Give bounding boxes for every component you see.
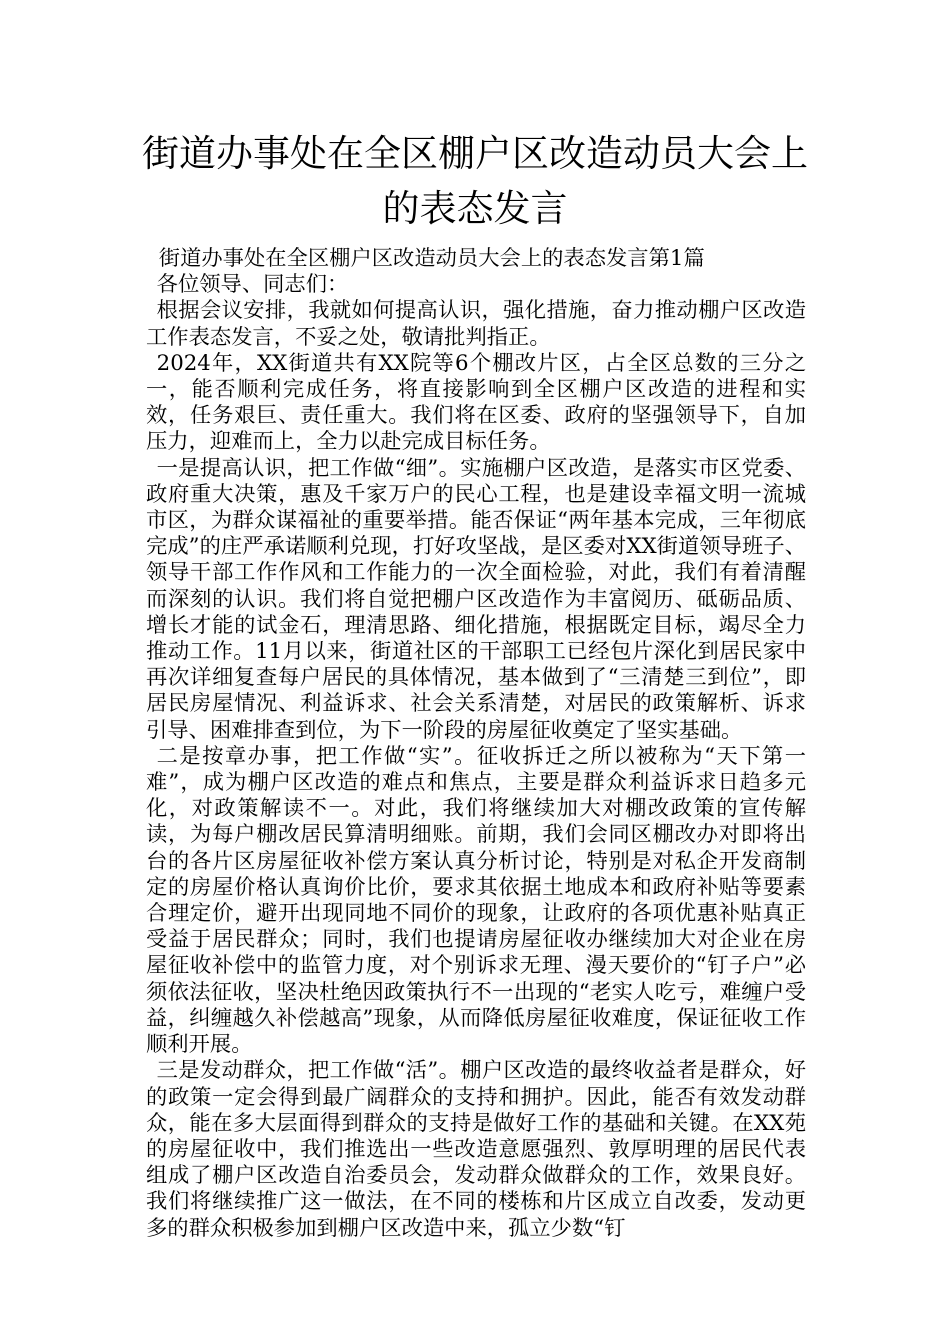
document-body [146,246,806,1242]
document-title-line-2: 的表态发言 [382,187,568,230]
paragraph-overview: 2024年，XX街道共有XX院等6个棚改片区，占全区总数的三分之一，能否顺利完成任务，将直接影响到全区棚户区改造的进程和实效，任务艰巨、责任重大。我们将在区委、政府的坚强领导下，自加压力，迎难而上，全力以赴完成目标任务。 [146,350,806,455]
document-title-line-1: 街道办事处在全区棚户区改造动员大会上 [142,132,808,175]
salutation: 各位领导、同志们： [156,272,349,298]
document-title [120,126,830,236]
paragraph-intro: 根据会议安排，我就如何提高认识，强化措施，奋力推动棚户区改造工作表态发言，不妥之处，敬请批判指正。 [146,298,806,350]
document-subtitle: 街道办事处在全区棚户区改造动员大会上的表态发言第1篇 [158,246,705,271]
paragraph-point-one: 一是提高认识，把工作做“细”。实施棚户区改造，是落实市区党委、政府重大决策，惠及千家万户的民心工程，也是建设幸福文明一流城市区，为群众谋福祉的重要举措。能否保证“两年基本完成，三年彻底完成”的庄严承诺顺利兑现，打好攻坚战，是区委对XX街道领导班子、领导干部工作作风和工作能力的一次全面检验，对此，我们有着清醒而深刻的认识。我们将自觉把棚户区改造作为丰富阅历、砥砺品质、增长才能的试金石，理清思路、细化措施，根据既定目标，竭尽全力推动工作。11月以来，街道社区的干部职工已经包片深化到居民家中再次详细复查每户居民的具体情况，基本做到了“三清楚三到位”，即居民房屋情况、利益诉求、社会关系清楚，对居民的政策解析、诉求引导、困难排查到位，为下一阶段的房屋征收奠定了坚实基础。 [146,455,806,743]
paragraph-point-three: 三是发动群众，把工作做“活”。棚户区改造的最终收益者是群众，好的政策一定会得到最广阔群众的支持和拥护。因此，能否有效发动群众，能在多大层面得到群众的支持是做好工作的基础和关键。在XX苑的房屋征收中，我们推选出一些改造意愿强烈、敦厚明理的居民代表组成了棚户区改造自治委员会，发动群众做群众的工作，效果良好。我们将继续推广这一做法，在不同的楼栋和片区成立自改委，发动更多的群众积极参加到棚户区改造中来，孤立少数“钉 [146,1058,806,1241]
paragraph-point-two: 二是按章办事，把工作做“实”。征收拆迁之所以被称为“天下第一难”，成为棚户区改造的难点和焦点，主要是群众利益诉求日趋多元化，对政策解读不一。对此，我们将继续加大对棚改政策的宣传解读，为每户棚改居民算清明细账。前期，我们会同区棚改办对即将出台的各片区房屋征收补偿方案认真分析讨论，特别是对私企开发商制定的房屋价格认真询价比价，要求其依据土地成本和政府补贴等要素合理定价，避开出现同地不同价的现象，让政府的各项优惠补贴真正受益于居民群众；同时，我们也提请房屋征收办继续加大对企业在房屋征收补偿中的监管力度，对个别诉求无理、漫天要价的“钉子户”必须依法征收，坚决杜绝因政策执行不一出现的“老实人吃亏，难缠户受益，纠缠越久补偿越高”现象，从而降低房屋征收难度，保证征收工作顺利开展。 [146,743,806,1058]
